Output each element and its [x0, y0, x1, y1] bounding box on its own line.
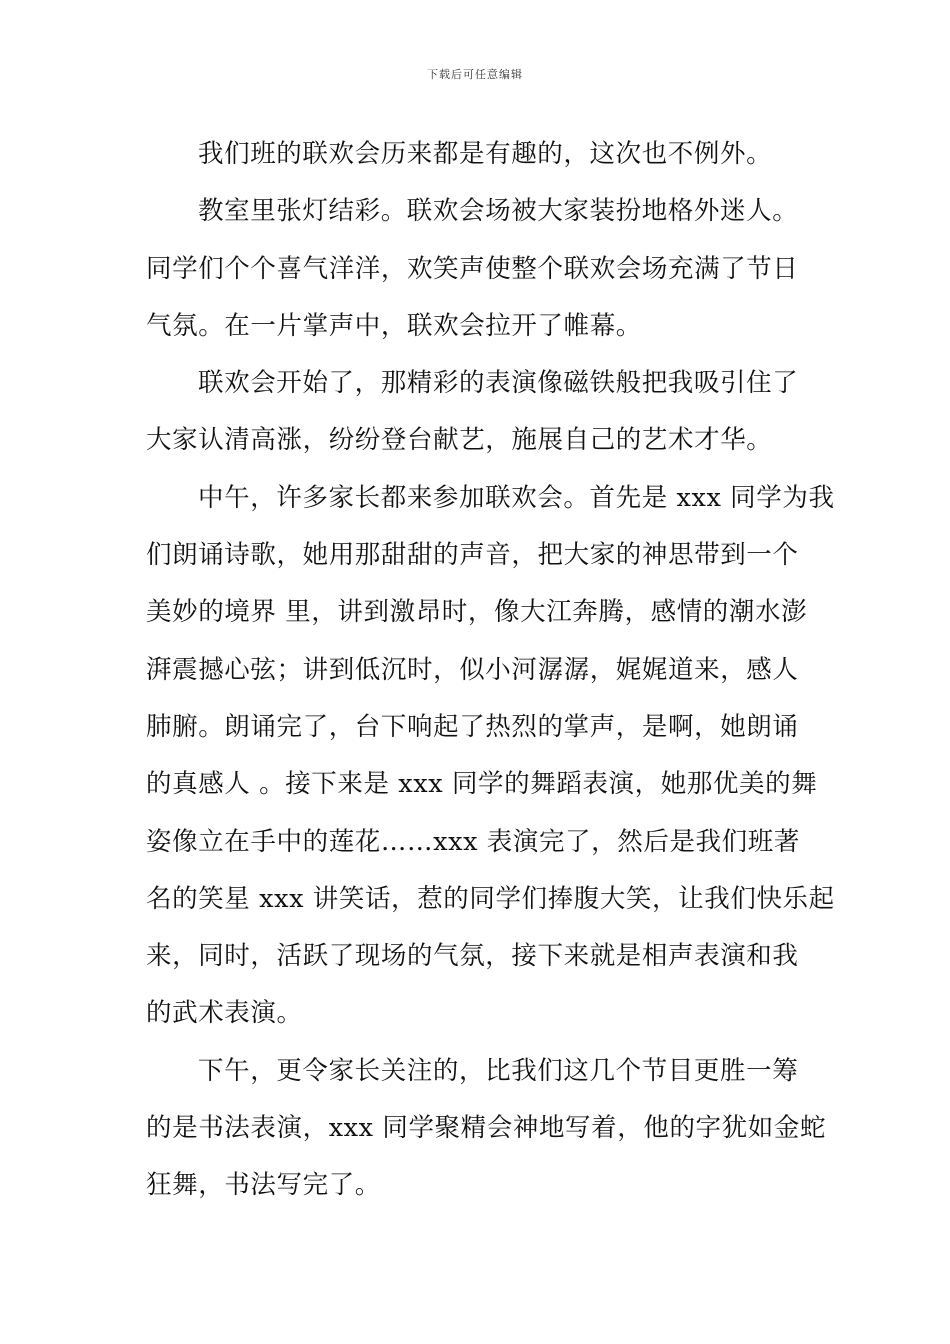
text-line: 的武术表演。	[146, 998, 303, 1029]
text-line: 姿像立在手中的莲花……xxx 表演完了，然后是我们班著	[146, 826, 800, 857]
text-line: 名的笑星 xxx 讲笑话，惹的同学们捧腹大笑，让我们快乐起	[146, 883, 835, 914]
text-line: 的是书法表演，xxx 同学聚精会神地写着，他的字犹如金蛇	[146, 1113, 827, 1144]
text-line: 们朗诵诗歌，她用那甜甜的声音，把大家的神思带到一个	[146, 540, 799, 571]
text-line: 肺腑。朗诵完了，台下响起了热烈的掌声，是啊，她朗诵	[146, 711, 799, 742]
text-line: 下午，更令家长关注的，比我们这几个节目更胜一筹	[198, 1055, 799, 1086]
page-header: 下载后可任意编辑	[427, 68, 523, 81]
text-line: 教室里张灯结彩。联欢会场被大家装扮地格外迷人。	[198, 196, 799, 227]
text-line: 狂舞，书法写完了。	[146, 1170, 381, 1201]
text-line: 美妙的境界 里，讲到激昂时，像大江奔腾，感情的潮水澎	[146, 597, 808, 628]
text-line: 中午，许多家长都来参加联欢会。首先是 xxx 同学为我	[198, 482, 835, 513]
document-body	[146, 126, 835, 1215]
text-line: 我们班的联欢会历来都是有趣的，这次也不例外。	[198, 139, 773, 169]
text-line: 同学们个个喜气洋洋，欢笑声使整个联欢会场充满了节日	[146, 253, 799, 284]
text-line: 来，同时，活跃了现场的气氛，接下来就是相声表演和我	[146, 941, 799, 972]
text-line: 联欢会开始了，那精彩的表演像磁铁般把我吸引住了	[198, 368, 799, 399]
text-line: 气氛。在一片掌声中，联欢会拉开了帷幕。	[146, 310, 642, 341]
text-line: 的真感人 。接下来是 xxx 同学的舞蹈表演，她那优美的舞	[146, 769, 818, 800]
text-line: 湃震撼心弦；讲到低沉时，似小河潺潺，娓娓道来，感人	[146, 654, 799, 685]
text-line: 大家认清高涨，纷纷登台献艺，施展自己的艺术才华。	[146, 425, 773, 456]
